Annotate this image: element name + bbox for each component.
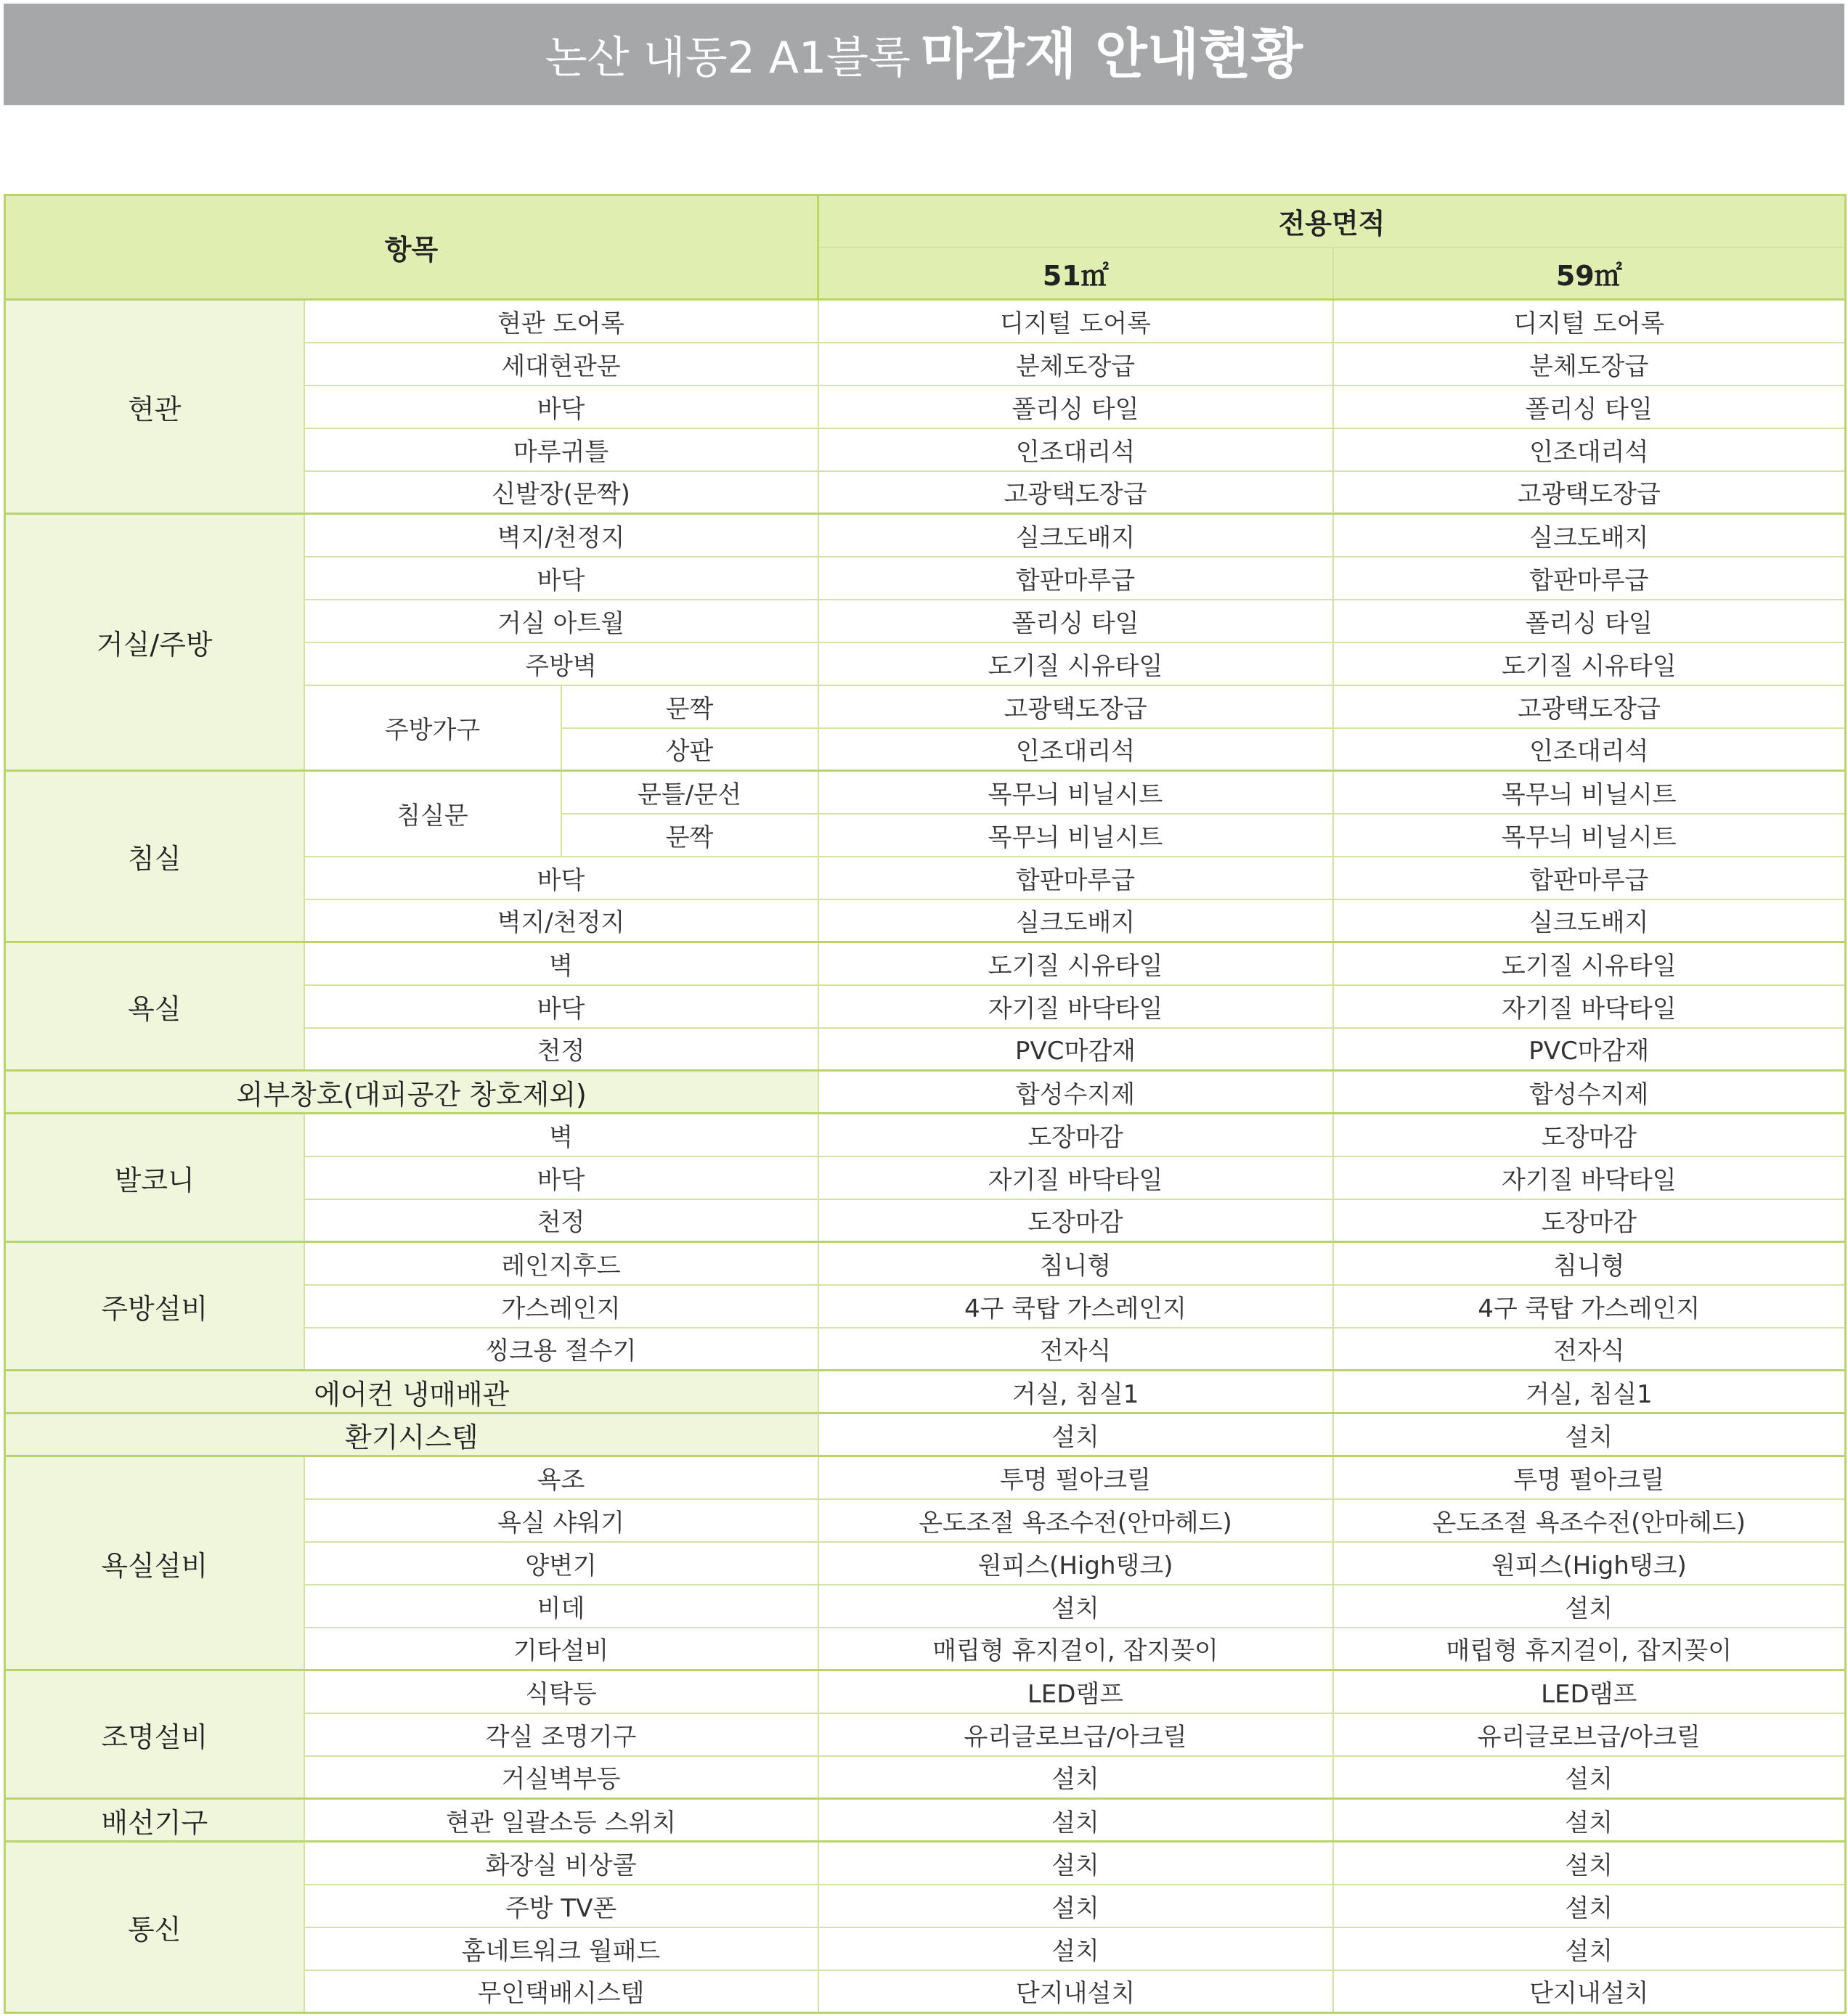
row-item: 씽크용 절수기 [304,1328,818,1371]
row-item: 주방벽 [304,642,818,685]
row-value-51: 합판마루급 [818,557,1333,600]
row-value-59: 전자식 [1333,1328,1846,1371]
group-kitchen-equipment: 주방설비 [5,1242,304,1371]
row-value-59: 설치 [1333,1585,1846,1628]
row-value-59: 합판마루급 [1333,557,1846,600]
row-value-59: 도기질 시유타일 [1333,642,1846,685]
row-value-51: 고광택도장급 [818,685,1333,728]
row-value-51: 단지내설치 [818,1970,1333,2013]
row-value-51: 전자식 [818,1328,1333,1371]
row-value-59: PVC마감재 [1333,1028,1846,1071]
group-balcony: 발코니 [5,1114,304,1242]
row-value-51: 원피스(High탱크) [818,1542,1333,1585]
row-value-59: 목무늬 비닐시트 [1333,814,1846,857]
row-value-51: 침니형 [818,1242,1333,1285]
row-value-51: PVC마감재 [818,1028,1333,1071]
row-item: 바닥 [304,385,818,428]
row-value-51: 설치 [818,1756,1333,1799]
row-value-59: 디지털 도어록 [1333,300,1846,343]
row-item: 문짝 [561,685,818,728]
row-item: 욕실 샤워기 [304,1499,818,1542]
group-entrance: 현관 [5,300,304,514]
row-item: 거실벽부등 [304,1756,818,1799]
row-value-51: 목무늬 비닐시트 [818,771,1333,814]
row-item: 비데 [304,1585,818,1628]
row-value-51: 설치 [818,1413,1333,1456]
row-item: 벽 [304,1114,818,1156]
row-value-59: 목무늬 비닐시트 [1333,771,1846,814]
row-value-59: 원피스(High탱크) [1333,1542,1846,1585]
row-value-51: 자기질 바닥타일 [818,985,1333,1028]
row-value-51: 설치 [818,1885,1333,1927]
row-item: 상판 [561,728,818,771]
group-exterior-windows: 외부창호(대피공간 창호제외) [5,1071,818,1114]
row-value-51: 목무늬 비닐시트 [818,814,1333,857]
row-value-59: 설치 [1333,1885,1846,1927]
header-size-59: 59㎡ [1333,248,1846,300]
group-communication: 통신 [5,1842,304,2013]
row-value-59: 고광택도장급 [1333,685,1846,728]
row-item: 식탁등 [304,1670,818,1713]
row-item: 거실 아트월 [304,600,818,642]
row-value-59: 인조대리석 [1333,428,1846,471]
row-value-59: 인조대리석 [1333,728,1846,771]
row-item: 욕조 [304,1456,818,1499]
row-value-59: 거실, 침실1 [1333,1371,1846,1413]
row-value-51: 인조대리석 [818,728,1333,771]
row-item: 화장실 비상콜 [304,1842,818,1885]
row-item: 세대현관문 [304,343,818,385]
row-item: 바닥 [304,857,818,899]
row-value-51: 폴리싱 타일 [818,385,1333,428]
row-value-59: 침니형 [1333,1242,1846,1285]
header-area: 전용면적 [818,195,1846,248]
title-bold-text: 마감재 안내현황 [921,23,1303,86]
row-value-51: 매립형 휴지걸이, 잡지꽂이 [818,1628,1333,1670]
finishing-materials-table [4,194,1847,2014]
row-value-59: 설치 [1333,1842,1846,1885]
row-value-59: 유리글로브급/아크릴 [1333,1713,1846,1756]
title-light-text: 논산 내동2 A1블록 [545,33,911,83]
row-value-51: 인조대리석 [818,428,1333,471]
row-value-59: 합판마루급 [1333,857,1846,899]
row-value-59: 도장마감 [1333,1114,1846,1156]
row-item: 문짝 [561,814,818,857]
row-value-51: 분체도장급 [818,343,1333,385]
row-item: 벽 [304,942,818,985]
row-value-51: 합성수지제 [818,1071,1333,1114]
group-ventilation: 환기시스템 [5,1413,818,1456]
row-value-51: 4구 쿡탑 가스레인지 [818,1285,1333,1328]
row-value-59: 자기질 바닥타일 [1333,985,1846,1028]
row-item: 문틀/문선 [561,771,818,814]
row-value-59: 설치 [1333,1927,1846,1970]
row-item: 기타설비 [304,1628,818,1670]
row-value-59: 도장마감 [1333,1199,1846,1242]
row-value-59: 매립형 휴지걸이, 잡지꽂이 [1333,1628,1846,1670]
row-item: 바닥 [304,985,818,1028]
row-value-59: 실크도배지 [1333,899,1846,942]
row-item: 바닥 [304,1156,818,1199]
row-value-59: 합성수지제 [1333,1071,1846,1114]
row-item: 바닥 [304,557,818,600]
row-value-51: 도장마감 [818,1199,1333,1242]
row-value-59: 투명 펄아크릴 [1333,1456,1846,1499]
row-value-59: 설치 [1333,1756,1846,1799]
row-value-51: 도장마감 [818,1114,1333,1156]
group-bathroom-equipment: 욕실설비 [5,1456,304,1670]
row-value-51: 설치 [818,1799,1333,1842]
row-value-51: 디지털 도어록 [818,300,1333,343]
group-bathroom: 욕실 [5,942,304,1071]
row-value-59: 폴리싱 타일 [1333,385,1846,428]
row-item: 벽지/천정지 [304,899,818,942]
row-value-59: 4구 쿡탑 가스레인지 [1333,1285,1846,1328]
row-value-59: 분체도장급 [1333,343,1846,385]
row-value-51: 투명 펄아크릴 [818,1456,1333,1499]
row-value-59: 단지내설치 [1333,1970,1846,2013]
header-size-51: 51㎡ [818,248,1333,300]
row-item: 가스레인지 [304,1285,818,1328]
row-value-59: 설치 [1333,1799,1846,1842]
row-value-51: LED램프 [818,1670,1333,1713]
row-value-51: 실크도배지 [818,899,1333,942]
row-value-59: 온도조절 욕조수전(안마헤드) [1333,1499,1846,1542]
row-item: 현관 도어록 [304,300,818,343]
row-value-51: 도기질 시유타일 [818,642,1333,685]
row-value-51: 자기질 바닥타일 [818,1156,1333,1199]
row-value-59: 자기질 바닥타일 [1333,1156,1846,1199]
row-subgroup: 주방가구 [304,685,561,771]
row-subgroup: 침실문 [304,771,561,857]
row-item: 현관 일괄소등 스위치 [304,1799,818,1842]
row-value-51: 온도조절 욕조수전(안마헤드) [818,1499,1333,1542]
row-item: 마루귀틀 [304,428,818,471]
group-bedroom: 침실 [5,771,304,942]
group-wiring: 배선기구 [5,1799,304,1842]
row-value-59: 실크도배지 [1333,514,1846,557]
row-item: 홈네트워크 월패드 [304,1927,818,1970]
row-value-51: 고광택도장급 [818,471,1333,514]
group-aircon-piping: 에어컨 냉매배관 [5,1371,818,1413]
row-item: 레인지후드 [304,1242,818,1285]
row-item: 주방 TV폰 [304,1885,818,1927]
row-item: 신발장(문짝) [304,471,818,514]
row-value-59: 설치 [1333,1413,1846,1456]
row-item: 양변기 [304,1542,818,1585]
row-value-51: 유리글로브급/아크릴 [818,1713,1333,1756]
page-title [4,4,1844,105]
group-living-kitchen: 거실/주방 [5,514,304,771]
row-value-51: 거실, 침실1 [818,1371,1333,1413]
row-value-51: 합판마루급 [818,857,1333,899]
row-value-51: 설치 [818,1927,1333,1970]
row-value-51: 실크도배지 [818,514,1333,557]
row-value-51: 설치 [818,1585,1333,1628]
row-item: 무인택배시스템 [304,1970,818,2013]
row-value-59: LED램프 [1333,1670,1846,1713]
row-value-51: 폴리싱 타일 [818,600,1333,642]
row-item: 천정 [304,1199,818,1242]
row-value-59: 고광택도장급 [1333,471,1846,514]
row-value-51: 설치 [818,1842,1333,1885]
row-value-59: 도기질 시유타일 [1333,942,1846,985]
row-item: 천정 [304,1028,818,1071]
row-item: 각실 조명기구 [304,1713,818,1756]
row-item: 벽지/천정지 [304,514,818,557]
row-value-51: 도기질 시유타일 [818,942,1333,985]
header-item: 항목 [5,195,818,300]
row-value-59: 폴리싱 타일 [1333,600,1846,642]
group-lighting: 조명설비 [5,1670,304,1799]
